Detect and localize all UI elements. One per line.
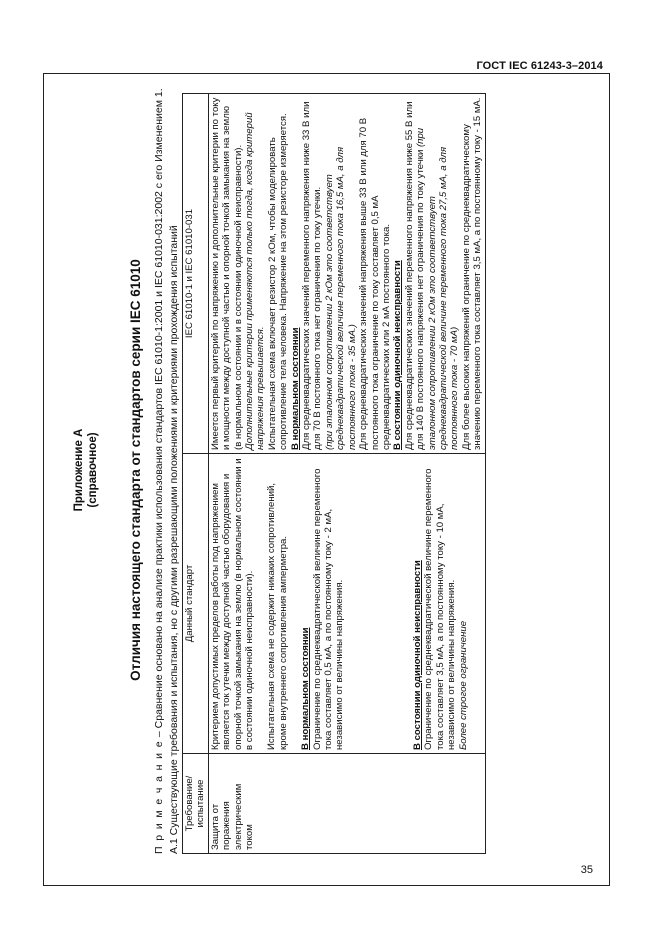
col2-normal-limit: Ограничение по среднеквадратической величине переменного тока составляет 0,5 мА, а по постоянному току - 2 мА, независимо от величины напряжения. xyxy=(311,468,346,750)
annex-title: Приложение А xyxy=(73,428,85,512)
header-requirement: Требование/испытание xyxy=(183,754,209,854)
col3-normal-reference: (при эталонном сопротивлении 2 кОм это соответствует среднеквадратической величине переменного тока 16,5 мА, а для постоянного тока - 35 мА.) xyxy=(323,146,358,450)
comparison-table xyxy=(182,93,486,854)
header-iec-61010: IEC 61010-1 и IEC 61010-031 xyxy=(183,94,209,454)
col3-fault-reference: (при эталонном сопротивлении 2 кОм это соответствует среднеквадратической величине переменного тока 27,5 мА, а для постоянного тока - 70 мА) xyxy=(415,127,461,450)
cell-iec-61010 xyxy=(208,94,485,454)
col3-normal-low: Для среднеквадратических значений переменного напряжения ниже 33 В или для 70 В постоянного тока нет ограничения по току утечки. xyxy=(301,101,324,450)
page-number: 35 xyxy=(580,864,593,876)
col2-criterion: Критерием допустимых пределов работы под напряжением является ток утечки между доступной частью оборудования и опорной точкой замыкания на землю (в нормальном состоянии и в состоянии одиночной неисправности). xyxy=(209,458,256,750)
rotated-content xyxy=(65,70,632,870)
col3-test-circuit: Испытательная схема включает резистор 2 кОм, чтобы моделировать сопротивление тела человека. Напряжение на этом резисторе измеряется. xyxy=(266,113,290,450)
header-this-standard: Данный стандарт xyxy=(183,454,209,754)
document-code: ГОСТ IEC 61243-3–2014 xyxy=(476,60,603,72)
col3-fault-low-text: Для среднеквадратических значений переменного напряжения ниже 55 В или для 140 В постоянного напряжения нет ограничения по току утечки xyxy=(403,101,427,450)
col2-test-circuit: Испытательная схема не содержит никаких сопротивлений, кроме внутреннего сопротивления амперметра. xyxy=(266,483,289,750)
col2-fault-limit: Ограничение по среднеквадратической величине переменного тока составляет 3,5 мА, а по постоянному току - 10 мА, независимо от величины напряжения. xyxy=(423,468,458,750)
col3-normal-heading: В нормальном состоянии xyxy=(289,327,301,450)
col2-normal-heading: В нормальном состоянии xyxy=(300,627,312,750)
col2-stricter-note: Более строгое ограничение xyxy=(457,620,469,750)
col3-criterion-italic: Дополнительные критерии применяются только тогда, когда критерий напряжения превышается. xyxy=(244,112,267,450)
col3-criterion-text: Имеется первый критерий по напряжению и дополнительные критерии по току и мощности между доступной частью и опорной точкой замыкания на землю (в нормальном состоянии и в состоянии одиночной неисправности). xyxy=(209,97,244,450)
cell-this-standard xyxy=(208,454,485,754)
section-a1-heading: А.1 Существующие требования и испытания, но с другими разрешающими положениями и критериями прохождения испытаний xyxy=(168,225,180,854)
table-row xyxy=(208,94,485,854)
col3-normal-high: Для среднеквадратических значений напряжения выше 33 В или для 70 В постоянного тока ограничение по току составляет 0,5 мА среднеквадратических или 2 мА постоянного тока. xyxy=(358,117,392,450)
col3-criterion xyxy=(210,97,267,450)
annex-subtitle: (справочное) xyxy=(87,432,99,508)
note-text: – Сравнение основано на анализе практики использования стандартов IEC 61010-1:2001 и IEC 61010-031:2002 с его Изменением 1. xyxy=(153,88,165,741)
note-label: П р и м е ч а н и е xyxy=(153,740,165,854)
col3-fault-low xyxy=(404,97,461,450)
table-header-row xyxy=(183,94,209,854)
row-label: Защита от поражения электрическим током xyxy=(208,754,485,854)
main-title: Отличия настоящего стандарта от стандартов серии IEC 61010 xyxy=(128,259,143,681)
note xyxy=(153,84,166,854)
col3-fault-heading: В состоянии одиночной неисправности xyxy=(392,260,404,450)
col2-fault-heading: В состоянии одиночной неисправности xyxy=(411,560,423,750)
col3-fault-high: Для более высоких напряжений ограничение по среднеквадратическому значению переменного тока составляет 3,5 мА, а по постоянному току - 15 мА. xyxy=(460,97,484,450)
